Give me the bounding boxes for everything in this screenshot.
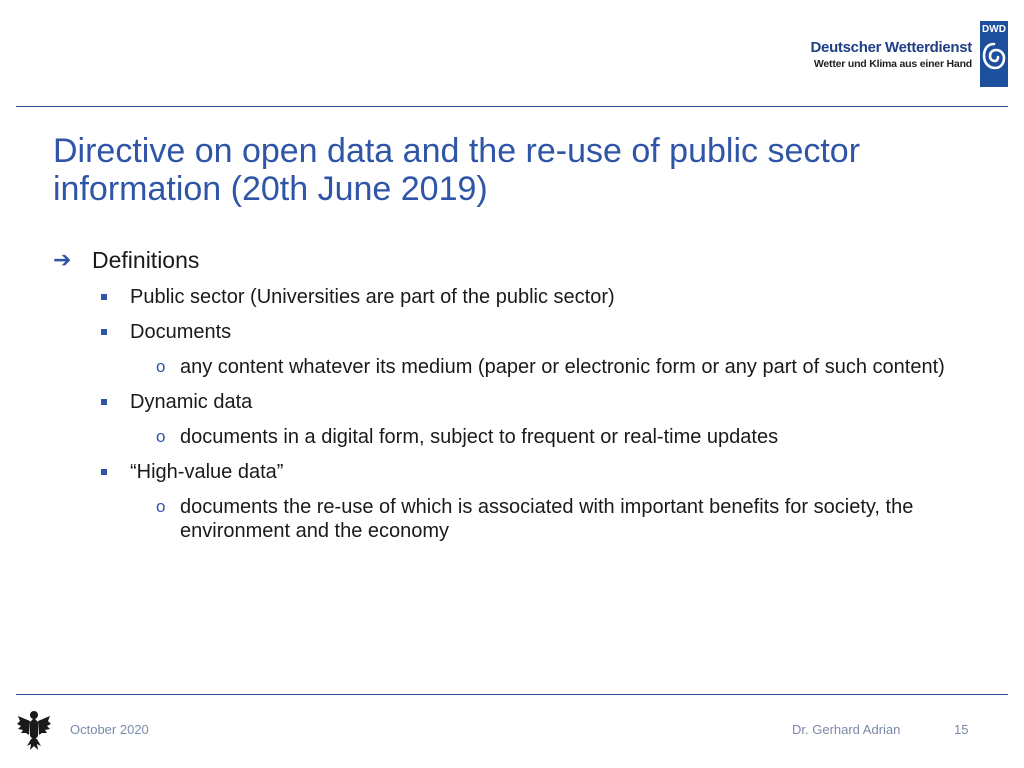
circle-bullet-icon: o: [156, 357, 166, 376]
footer-divider: [16, 694, 1008, 695]
definitions-heading: [53, 246, 983, 274]
slide-title: Directive on open data and the re-use of public sector information (20th June 2019): [53, 132, 861, 208]
list-item-text: “High-value data”: [130, 461, 284, 483]
slide-content: [53, 246, 983, 543]
list-item: [53, 320, 983, 344]
list-item-text: Public sector (Universities are part of the public sector): [130, 286, 615, 308]
square-bullet-icon: [101, 320, 130, 344]
sub-list-item: [53, 495, 983, 543]
sub-list-item-text: any content whatever its medium (paper or electronic form or any part of such content): [180, 356, 945, 378]
dwd-mark-icon: [980, 21, 1008, 87]
federal-eagle-icon: [16, 708, 52, 754]
sub-list-item-text: documents the re-use of which is associated with important benefits for society, the environment and the economy: [180, 496, 914, 542]
dwd-logo: [811, 20, 1009, 88]
circle-bullet-icon: o: [156, 497, 166, 516]
sub-list-item: [53, 355, 983, 379]
sub-list-item-text: documents in a digital form, subject to frequent or real-time updates: [180, 426, 779, 448]
arrow-right-icon: ➔: [53, 247, 72, 272]
sub-list-item: [53, 425, 983, 449]
logo-abbr: DWD: [982, 24, 1006, 35]
list-item-text: Dynamic data: [130, 391, 253, 413]
footer-author: Dr. Gerhard Adrian: [792, 722, 901, 737]
page-number: 15: [954, 722, 969, 737]
list-item: [53, 390, 983, 414]
square-bullet-icon: [101, 460, 130, 484]
heading-label: Definitions: [92, 246, 200, 273]
swirl-icon: [982, 41, 1006, 71]
list-item-text: Documents: [130, 321, 232, 343]
header-divider: [16, 106, 1008, 107]
logo-tagline: Wetter und Klima aus einer Hand: [813, 57, 972, 70]
logo-name: Deutscher Wetterdienst: [810, 38, 972, 56]
list-item: [53, 460, 983, 484]
square-bullet-icon: [101, 285, 130, 309]
slide-footer: [0, 714, 1024, 754]
square-bullet-icon: [101, 390, 130, 414]
footer-date: October 2020: [70, 722, 149, 737]
circle-bullet-icon: o: [156, 427, 166, 446]
list-item: [53, 285, 983, 309]
